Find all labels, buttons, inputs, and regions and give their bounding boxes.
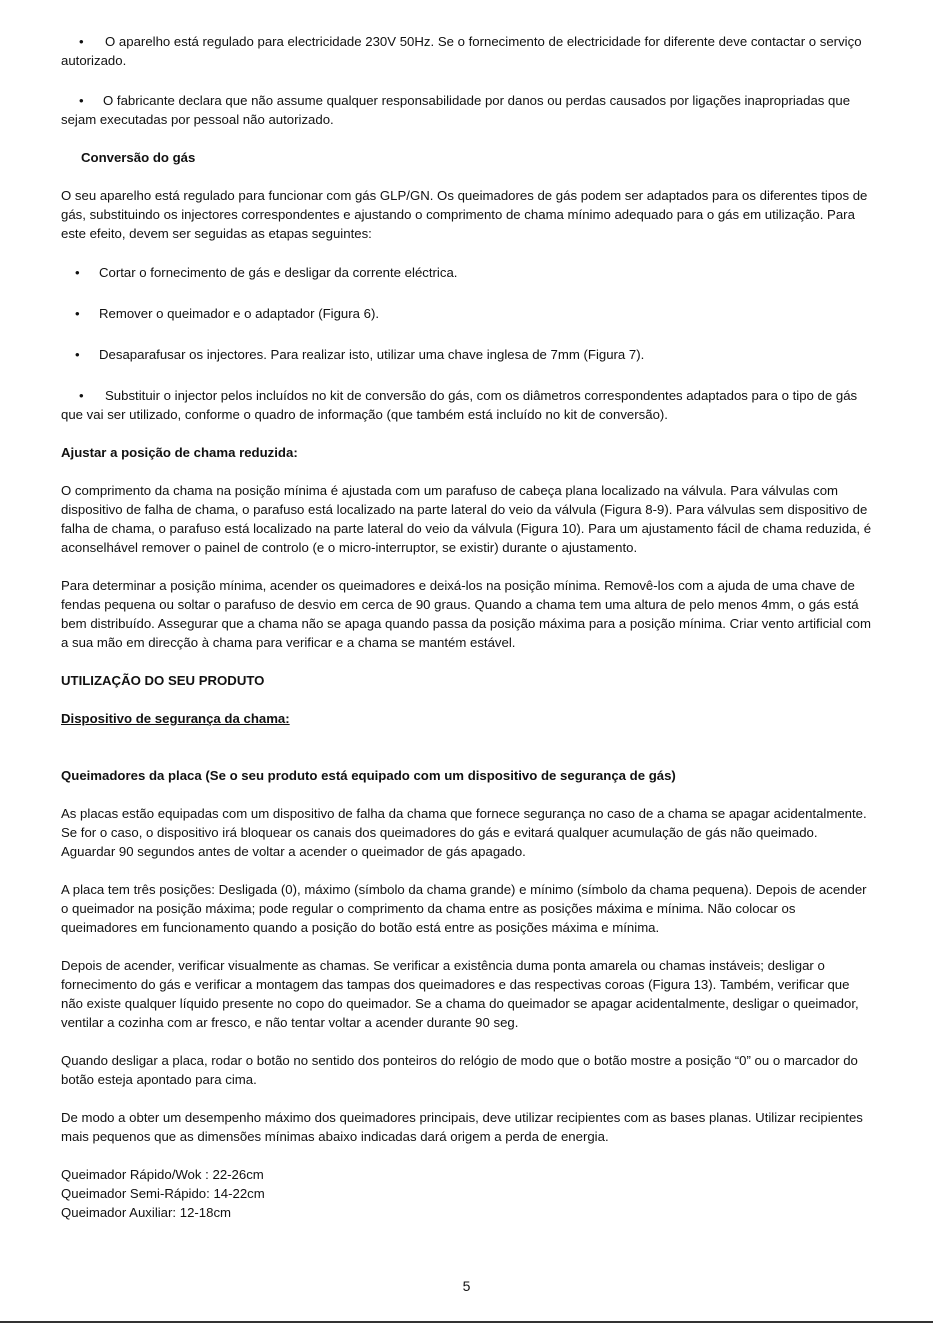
bullet-icon: •: [75, 306, 80, 321]
conversion-step: • Substituir o injector pelos incluídos no kit de conversão do gás, com os diâmetros correspondentes adaptados para o tipo de gás que vai ser utilizado, conforme o quadro de informação (que também está incluído no kit de conversão).: [61, 388, 858, 422]
bullet-icon: •: [79, 34, 84, 49]
section-heading-reduced-flame: Ajustar a posição de chama reduzida:: [61, 445, 298, 460]
conversion-intro: O seu aparelho está regulado para funcionar com gás GLP/GN. Os queimadores de gás podem ser adaptados para os diferentes tipos de gás, substituindo os injectores correspondentes e ajustando o comprimento de chama mínimo adequado para o gás em utilização. Para este efeito, devem ser seguidas as etapas seguintes:: [61, 188, 868, 241]
usage-paragraph: Quando desligar a placa, rodar o botão no sentido dos ponteiros do relógio de modo que o botão mostre a posição “0” ou o marcador do botão esteja apontado para cima.: [61, 1053, 858, 1087]
bullet-icon: •: [79, 388, 84, 403]
document-page: [61, 32, 873, 1222]
page-bottom-rule: [0, 1321, 933, 1323]
usage-paragraph: Depois de acender, verificar visualmente as chamas. Se verificar a existência duma ponta amarela ou chamas instáveis; desligar o fornecimento do gás e verificar a montagem das tampas dos queimadores e das respectivas coroas (Figura 13). Também, verificar que não existe qualquer líquido presente no copo do queimador. Se a chama do queimador se apagar acidentalmente, desligar o queimador, ventilar a cozinha com ar fresco, e não tentar voltar a acender durante 90 seg.: [61, 958, 859, 1030]
bullet-icon: •: [75, 265, 80, 280]
bullet-icon: •: [79, 93, 84, 108]
usage-paragraph: De modo a obter um desempenho máximo dos queimadores principais, deve utilizar recipientes com as bases planas. Utilizar recipientes mais pequenos que as dimensões mínimas abaixo indicadas dará origem a perda de energia.: [61, 1110, 863, 1144]
burner-size-item: Queimador Auxiliar: 12-18cm: [61, 1205, 232, 1220]
reduced-flame-paragraph-1: O comprimento da chama na posição mínima é ajustada com um parafuso de cabeça plana localizado na válvula. Para válvulas com dispositivo de falha de chama, o parafuso está localizado na parte lateral do veio da válvula (Figura 8-9). Para válvulas sem dispositivo de falha de chama, o parafuso está localizado na parte lateral do veio da válvula (Figura 10). Para um ajustamento fácil de chama reduzida, é aconselhável remover o painel de controlo (e o micro-interruptor, se existir) durante o ajustamento.: [61, 483, 872, 555]
usage-paragraph: A placa tem três posições: Desligada (0), máximo (símbolo da chama grande) e mínimo (símbolo da chama pequena). Depois de acender o queimador na posição máxima; pode regular o comprimento da chama entre as posições máxima e mínima. Não colocar os queimadores em funcionamento quando a posição do botão está entre as posições máxima e mínima.: [61, 882, 867, 935]
bullet-electricity: • O aparelho está regulado para electricidade 230V 50Hz. Se o fornecimento de electricidade for diferente deve contactar o serviço autorizado.: [61, 34, 862, 68]
reduced-flame-paragraph-2: Para determinar a posição mínima, acender os queimadores e deixá-los na posição mínima. Removê-los com a ajuda de uma chave de fendas pequena ou soltar o parafuso de desvio em cerca de 90 graus. Quando a chama tem uma altura de pelo menos 4mm, o gás está bem distribuído. Assegurar que a chama não se apaga quando passa da posição máxima para a posição mínima. Criar vento artificial com a sua mão em direcção à chama para verificar e a chama se mantém estável.: [61, 578, 872, 650]
conversion-step: • Remover o queimador e o adaptador (Figura 6).: [75, 306, 380, 321]
section-heading-usage: UTILIZAÇÃO DO SEU PRODUTO: [61, 673, 265, 688]
conversion-step: • Cortar o fornecimento de gás e desligar da corrente eléctrica.: [75, 265, 458, 280]
burner-size-item: Queimador Rápido/Wok : 22-26cm: [61, 1167, 264, 1182]
conversion-step: • Desaparafusar os injectores. Para realizar isto, utilizar uma chave inglesa de 7mm (Figura 7).: [75, 347, 645, 362]
page-number: 5: [462, 1278, 471, 1294]
section-heading-conversion: Conversão do gás: [81, 150, 196, 165]
subheading-burners: Queimadores da placa (Se o seu produto está equipado com um dispositivo de segurança de gás): [61, 768, 676, 783]
usage-paragraph: As placas estão equipadas com um dispositivo de falha da chama que fornece segurança no caso de a chama se apagar acidentalmente. Se for o caso, o dispositivo irá bloquear os canais dos queimadores do gás e evitará qualquer acumulação de gás não queimado. Aguardar 90 segundos antes de voltar a acender o queimador de gás apagado.: [61, 806, 867, 859]
burner-size-list: [61, 1165, 873, 1222]
burner-size-item: Queimador Semi-Rápido: 14-22cm: [61, 1186, 265, 1201]
subheading-flame-safety: Dispositivo de segurança da chama:: [61, 711, 290, 726]
bullet-icon: •: [75, 347, 80, 362]
bullet-manufacturer: • O fabricante declara que não assume qualquer responsabilidade por danos ou perdas causados por ligações inapropriadas que sejam executadas por pessoal não autorizado.: [61, 93, 851, 127]
